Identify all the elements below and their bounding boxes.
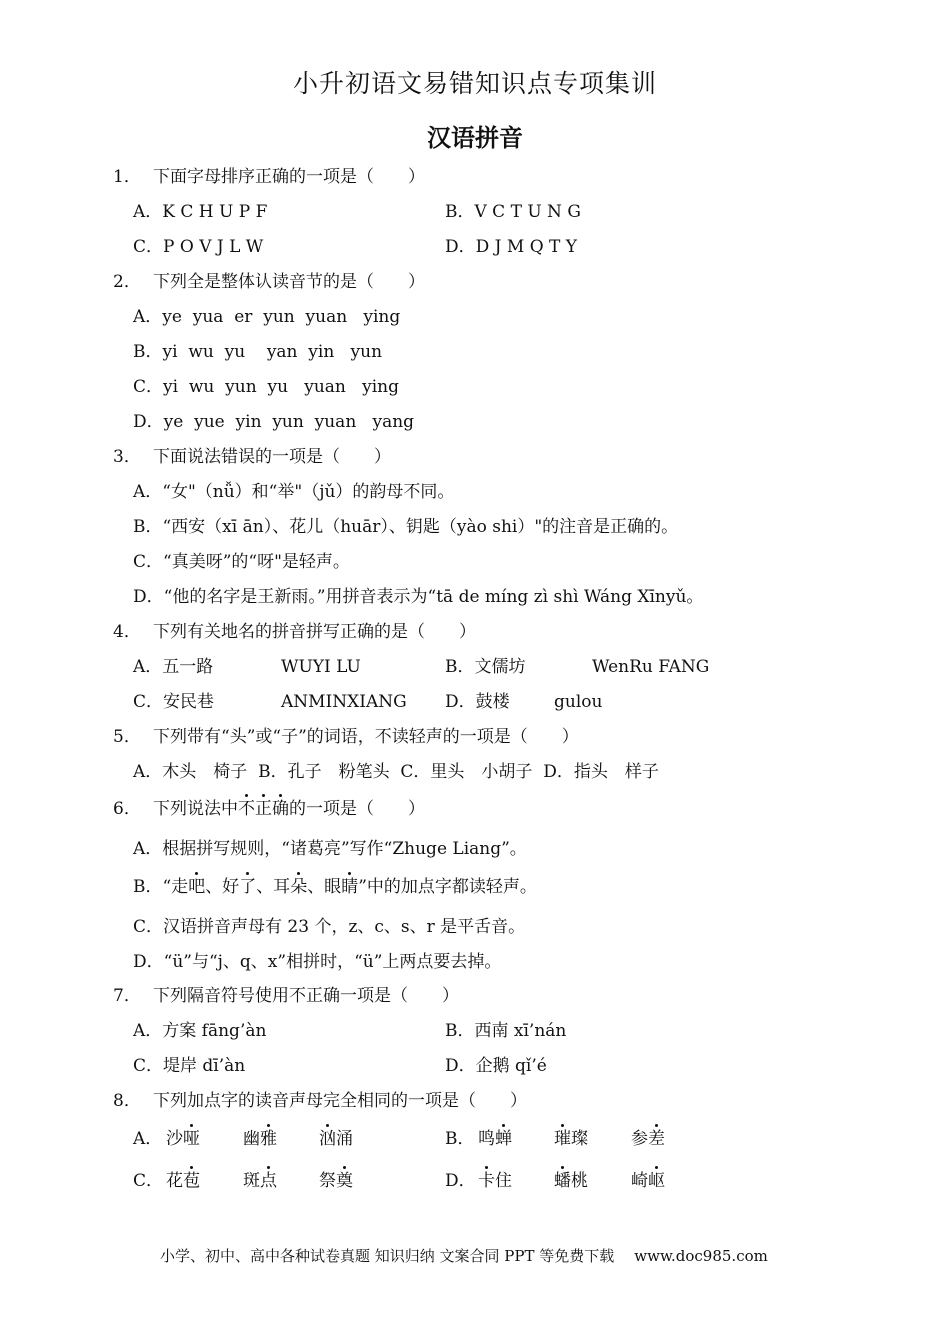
page-subtitle: 汉语拼音 [427,124,523,152]
dotted-char: 正 [255,799,272,819]
dotted-char: 奠 [336,1171,353,1191]
option-c-word-2 [243,1170,277,1192]
text-segment: 桃 [571,1171,588,1191]
text-segment: 幽 [243,1129,260,1149]
question-text: 下面字母排序正确的一项是（ ） [153,167,425,187]
dotted-char: 睛 [341,877,359,897]
option-d-word-1 [478,1170,512,1192]
dotted-char: 确 [272,799,289,819]
question-text: 下列加点字的读音声母完全相同的一项是（ ） [153,1091,527,1111]
dotted-char: 璀 [554,1129,571,1149]
question-4 [113,621,476,643]
question-number: 4． [113,622,141,642]
option-b: B．V C T U N G [445,202,581,222]
question-number: 6． [113,799,141,819]
question-text: 下面说法错误的一项是（ ） [153,447,391,467]
option-a-word-3 [319,1128,353,1150]
question-text: 下列有关地名的拼音拼写正确的是（ ） [153,622,476,642]
question-number: 8． [113,1091,141,1111]
option-a-pinyin: WUYI LU [281,657,361,677]
option-c: C．汉语拼音声母有 23 个，z、c、s、r 是平舌音。 [133,917,526,937]
options-row: A．木头 椅子 B．孔子 粉笔头 C．里头 小胡子 D．指头 样子 [133,762,659,782]
option-a-word-2 [243,1128,277,1150]
dotted-char: 汹 [319,1129,336,1149]
option-d: D．企鹅 qǐ’é [445,1056,547,1076]
option-b: B．西南 xī’nán [445,1021,567,1041]
option-c: C．yi wu yun yu yuan ying [133,377,399,397]
question-1 [113,166,425,188]
option-b [133,876,537,898]
option-a-label: A． [133,1129,163,1149]
option-c-word-3 [319,1170,353,1192]
question-6 [113,798,425,820]
question-number: 5． [113,727,141,747]
page-footer [160,1245,768,1266]
option-d: D．“ü”与“j、q、x”相拼时，“ü”上两点要去掉。 [133,952,502,972]
question-text: 下列隔音符号使用不正确一项是（ ） [153,986,459,1006]
option-c: C．P O V J L W [133,237,264,257]
dotted-char: 岖 [648,1171,665,1191]
option-b-word-3 [631,1128,665,1150]
option-c-label: C． [133,1171,164,1191]
option-a: A．ye yua er yun yuan ying [133,307,401,327]
option-b-pinyin: WenRu FANG [592,657,710,677]
dotted-char: 雅 [260,1129,277,1149]
text-segment: 鸣 [478,1129,495,1149]
option-a: A．K C H U P F [133,202,268,222]
option-d-label: D．鼓楼 [445,692,510,712]
question-text-post: 的一项是（ ） [289,799,425,819]
option-c-pinyin: ANMINXIANG [281,692,407,712]
text-segment: 参 [631,1129,648,1149]
question-text: 下列全是整体认读音节的是（ ） [153,272,425,292]
option-c-word-1 [166,1170,200,1192]
dotted-char: 吧 [188,877,206,897]
text-segment: 涌 [336,1129,353,1149]
text-segment: 崎 [631,1171,648,1191]
question-number: 7． [113,986,141,1006]
dotted-char: 蝉 [495,1129,512,1149]
dotted-char: 哑 [183,1129,200,1149]
question-text-pre: 下列说法中 [153,799,238,819]
dotted-char: 了 [239,877,257,897]
text-segment: ”中的加点字都读轻声。 [358,877,537,897]
option-d: D．D J M Q T Y [445,237,577,257]
text-segment: 祭 [319,1171,336,1191]
text-segment: B．“走 [133,877,189,897]
option-b-word-2 [554,1128,588,1150]
question-number: 3． [113,447,141,467]
option-b-word-1 [478,1128,512,1150]
option-d-pinyin: gulou [554,692,603,712]
option-a-word-1 [166,1128,200,1150]
option-b-label: B． [445,1129,475,1149]
question-3 [113,446,391,468]
option-d-word-2 [554,1170,588,1192]
option-d-label: D． [445,1171,476,1191]
question-number: 2． [113,272,141,292]
text-segment: 璨 [571,1129,588,1149]
option-b-label: B．文儒坊 [445,657,526,677]
dotted-char: 不 [238,799,255,819]
option-b: B．yi wu yu yan yin yun [133,342,383,362]
option-a: A．“女"（nǚ）和“举"（jǔ）的韵母不同。 [133,482,455,502]
question-5 [113,726,579,748]
text-segment: 住 [495,1171,512,1191]
dotted-char: 点 [260,1171,277,1191]
dotted-char: 朵 [290,877,308,897]
option-a: A．根据拼写规则，“诸葛亮”写作“Zhuge Liang”。 [133,839,527,859]
footer-site-link[interactable]: www.doc985.com [634,1247,768,1265]
text-segment: 沙 [166,1129,183,1149]
dotted-char: 苞 [183,1171,200,1191]
option-a: A．方案 fāng’àn [133,1021,267,1041]
question-number: 1． [113,167,141,187]
text-segment: 花 [166,1171,183,1191]
dotted-char: 差 [648,1129,665,1149]
page-title: 小升初语文易错知识点专项集训 [292,69,657,98]
option-c: C．“真美呀”的“呀"是轻声。 [133,552,350,572]
option-c-label: C．安民巷 [133,692,215,712]
question-7 [113,985,459,1007]
option-d: D．“他的名字是王新雨。”用拼音表示为“tā de míng zì shì Wáng Xīnyǔ。 [133,587,704,607]
dotted-char: 卡 [478,1171,495,1191]
question-text: 下列带有“头”或“子”的词语，不读轻声的一项是（ ） [153,727,579,747]
text-segment: 、眼 [307,877,342,897]
dotted-char: 蟠 [554,1171,571,1191]
text-segment: 、好 [205,877,240,897]
question-2 [113,271,425,293]
option-d-word-3 [631,1170,665,1192]
question-8 [113,1090,527,1112]
option-b: B．“西安（xī ān）、花儿（huār）、钥匙（yào shi）"的注音是正确的。 [133,517,679,537]
text-segment: 斑 [243,1171,260,1191]
option-a-label: A．五一路 [133,657,214,677]
option-d: D．ye yue yin yun yuan yang [133,412,415,432]
text-segment: 、耳 [256,877,291,897]
footer-text: 小学、初中、高中各种试卷真题 知识归纳 文案合同 PPT 等免费下载 [160,1247,615,1265]
option-c: C．堤岸 dī’àn [133,1056,246,1076]
